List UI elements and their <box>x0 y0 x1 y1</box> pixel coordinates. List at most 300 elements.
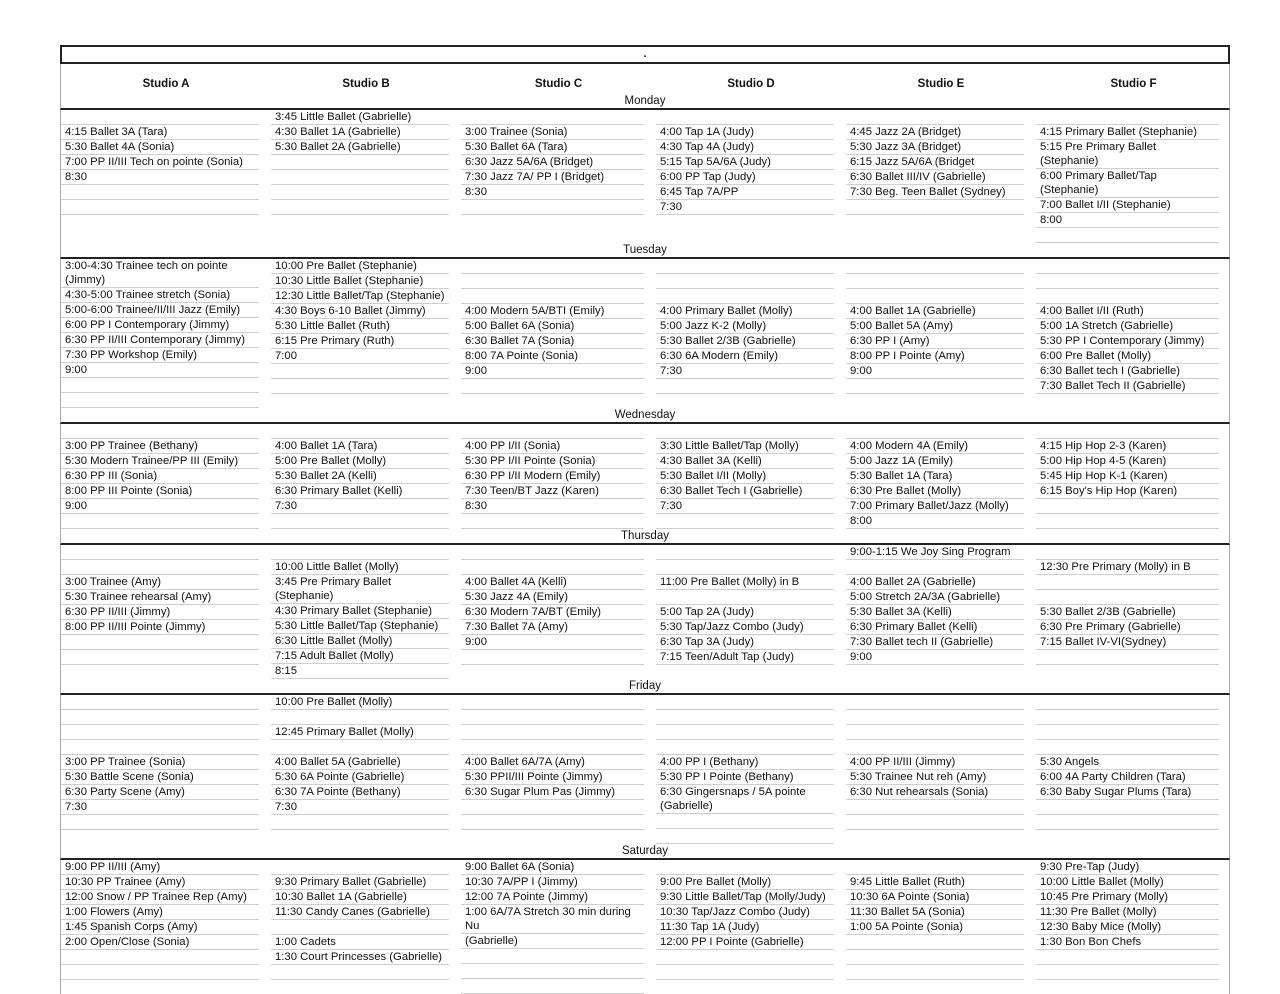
studio-e-column <box>846 259 1036 408</box>
class-cell: 10:30 PP Trainee (Amy) <box>61 875 259 890</box>
class-cell: 3:45 Little Ballet (Gabrielle) <box>271 110 449 125</box>
class-cell <box>656 829 834 844</box>
class-cell: 5:30 Ballet 3A (Kelli) <box>846 605 1024 620</box>
class-cell <box>461 979 644 994</box>
studio-b-column <box>271 424 461 529</box>
class-cell <box>656 379 834 394</box>
day-banner-thursday: Thursday <box>60 529 1230 545</box>
class-cell <box>846 110 1024 125</box>
class-cell <box>61 560 259 575</box>
studio-f-column <box>1036 545 1231 679</box>
class-cell <box>846 560 1024 575</box>
class-cell <box>61 710 259 725</box>
studio-d-column <box>656 110 846 243</box>
class-cell <box>846 424 1024 439</box>
class-cell: 6:00 PP Tap (Judy) <box>656 170 834 185</box>
class-cell: 11:00 Pre Ballet (Molly) in B <box>656 575 834 590</box>
class-cell: 6:15 Jazz 5A/6A (Bridget <box>846 155 1024 170</box>
class-cell <box>656 740 834 755</box>
studio-c-column <box>461 545 656 679</box>
class-cell: 5:15 Tap 5A/6A (Judy) <box>656 155 834 170</box>
class-cell <box>1036 695 1219 710</box>
class-cell <box>461 740 644 755</box>
class-cell: 4:00 Primary Ballet (Molly) <box>656 304 834 319</box>
class-cell: 5:00 Hip Hop 4-5 (Karen) <box>1036 454 1219 469</box>
class-cell: 4:00 Ballet 5A (Gabrielle) <box>271 755 449 770</box>
class-cell: 6:30 Pre Primary (Gabrielle) <box>1036 620 1219 635</box>
class-cell <box>1036 965 1219 980</box>
studio-e-column <box>846 545 1036 679</box>
class-cell: 9:00 <box>61 363 259 378</box>
class-cell <box>61 950 259 965</box>
class-cell: 6:30 Tap 3A (Judy) <box>656 635 834 650</box>
class-cell <box>461 815 644 830</box>
studio-b-header: Studio B <box>342 78 390 90</box>
class-cell: 6:30 7A Pointe (Bethany) <box>271 785 449 800</box>
class-cell: 5:30 Angels <box>1036 755 1219 770</box>
class-cell <box>656 514 834 529</box>
class-cell <box>656 289 834 304</box>
class-cell <box>1036 228 1219 243</box>
studio-d-column <box>656 860 846 994</box>
class-cell <box>656 965 834 980</box>
class-cell <box>846 710 1024 725</box>
studio-header-row <box>60 64 1230 94</box>
studio-a-column <box>61 110 271 243</box>
class-cell: 3:00 PP Trainee (Bethany) <box>61 439 259 454</box>
class-cell: 6:30 Nut rehearsals (Sonia) <box>846 785 1024 800</box>
class-cell <box>846 289 1024 304</box>
class-cell: 1:30 Court Princesses (Gabrielle) <box>271 950 449 965</box>
class-cell: 1:45 Spanish Corps (Amy) <box>61 920 259 935</box>
class-cell <box>461 514 644 529</box>
studio-a-column <box>61 424 271 529</box>
class-cell <box>61 965 259 980</box>
class-cell <box>1036 545 1219 560</box>
class-cell: 5:00 Ballet 6A (Sonia) <box>461 319 644 334</box>
class-cell <box>656 950 834 965</box>
class-cell: 5:00 Jazz K-2 (Molly) <box>656 319 834 334</box>
class-cell: 5:30 6A Pointe (Gabrielle) <box>271 770 449 785</box>
class-cell <box>271 860 449 875</box>
class-cell: 1:00 Flowers (Amy) <box>61 905 259 920</box>
studio-f-column <box>1036 695 1231 844</box>
class-cell <box>461 424 644 439</box>
class-cell: 6:30 Baby Sugar Plums (Tara) <box>1036 785 1219 800</box>
class-cell: 4:30 Tap 4A (Judy) <box>656 140 834 155</box>
day-banner-tuesday: Tuesday <box>60 243 1230 259</box>
class-cell: 4:30-5:00 Trainee stretch (Sonia) <box>61 288 259 303</box>
studio-a-column <box>61 695 271 844</box>
class-cell <box>846 740 1024 755</box>
class-cell: 10:00 Little Ballet (Molly) <box>1036 875 1219 890</box>
class-cell: 7:00 PP II/III Tech on pointe (Sonia) <box>61 155 259 170</box>
class-cell <box>61 514 259 529</box>
class-cell <box>846 274 1024 289</box>
class-cell: 6:30 Ballet III/IV (Gabrielle) <box>846 170 1024 185</box>
studio-f-column <box>1036 860 1231 994</box>
class-cell <box>1036 499 1219 514</box>
class-cell: 4:00 PP I/II (Sonia) <box>461 439 644 454</box>
class-cell: 5:30 Modern Trainee/PP III (Emily) <box>61 454 259 469</box>
day-banner-wednesday: Wednesday <box>60 408 1230 424</box>
studio-e-column <box>846 424 1036 529</box>
class-cell: 6:30 Ballet tech I (Gabrielle) <box>1036 364 1219 379</box>
class-cell: 12:00 7A Pointe (Jimmy) <box>461 890 644 905</box>
class-cell <box>461 695 644 710</box>
class-cell: 5:30 Ballet 2A (Kelli) <box>271 469 449 484</box>
class-cell <box>656 814 834 829</box>
class-cell: 6:30 Primary Ballet (Kelli) <box>846 620 1024 635</box>
class-cell: 10:30 Ballet 1A (Gabrielle) <box>271 890 449 905</box>
class-cell: 6:15 Boy's Hip Hop (Karen) <box>1036 484 1219 499</box>
class-cell: 5:30 Little Ballet (Ruth) <box>271 319 449 334</box>
class-cell <box>846 200 1024 215</box>
day-grid-monday <box>60 110 1230 243</box>
class-cell: 8:00 PP II/III Pointe (Jimmy) <box>61 620 259 635</box>
class-cell <box>1036 274 1219 289</box>
studio-f-header: Studio F <box>1110 78 1157 90</box>
class-cell: 9:00 Ballet 6A (Sonia) <box>461 860 644 875</box>
class-cell <box>656 424 834 439</box>
class-cell: 4:30 Boys 6-10 Ballet (Jimmy) <box>271 304 449 319</box>
class-cell <box>461 259 644 274</box>
class-cell: 5:30 Ballet 6A (Tara) <box>461 140 644 155</box>
class-cell <box>461 289 644 304</box>
studio-a-column <box>61 259 271 408</box>
class-cell: 7:30 Ballet Tech II (Gabrielle) <box>1036 379 1219 394</box>
class-cell <box>461 274 644 289</box>
class-cell: 6:00 PP I Contemporary (Jimmy) <box>61 318 259 333</box>
class-cell: 4:30 Ballet 1A (Gabrielle) <box>271 125 449 140</box>
studio-a-column <box>61 860 271 994</box>
class-cell <box>656 710 834 725</box>
day-banner-saturday: Saturday <box>60 844 1230 860</box>
class-cell: 8:00 7A Pointe (Sonia) <box>461 349 644 364</box>
class-cell <box>846 259 1024 274</box>
class-cell: 10:45 Pre Primary (Molly) <box>1036 890 1219 905</box>
class-cell <box>1036 650 1219 665</box>
studio-c-column <box>461 860 656 994</box>
class-cell: 5:00 Stretch 2A/3A (Gabrielle) <box>846 590 1024 605</box>
studio-c-column <box>461 259 656 408</box>
class-cell: 6:30 Primary Ballet (Kelli) <box>271 484 449 499</box>
class-cell: 6:30 PP II/III (Jimmy) <box>61 605 259 620</box>
class-cell: 6:30 Ballet Tech I (Gabrielle) <box>656 484 834 499</box>
class-cell <box>271 920 449 935</box>
class-cell <box>271 170 449 185</box>
class-cell <box>656 695 834 710</box>
studio-d-column <box>656 424 846 529</box>
class-cell: 5:30 PPII/III Pointe (Jimmy) <box>461 770 644 785</box>
class-cell: 5:00 Tap 2A (Judy) <box>656 605 834 620</box>
class-cell: 4:00 Ballet 2A (Gabrielle) <box>846 575 1024 590</box>
class-cell: 2:00 Open/Close (Sonia) <box>61 935 259 950</box>
class-cell: 7:00 Ballet I/II (Stephanie) <box>1036 198 1219 213</box>
class-cell <box>461 200 644 215</box>
class-cell <box>846 800 1024 815</box>
class-cell <box>846 950 1024 965</box>
class-cell: 4:00 PP II/III (Jimmy) <box>846 755 1024 770</box>
class-cell: 4:00 Tap 1A (Judy) <box>656 125 834 140</box>
studio-c-column <box>461 424 656 529</box>
class-cell <box>61 200 259 215</box>
class-cell <box>61 635 259 650</box>
class-cell: 5:30 PP I Contemporary (Jimmy) <box>1036 334 1219 349</box>
class-cell: 6:30 Gingersnaps / 5A pointe (Gabrielle) <box>656 785 834 814</box>
studio-b-column <box>271 860 461 994</box>
class-cell: 4:45 Jazz 2A (Bridget) <box>846 125 1024 140</box>
class-cell: 6:00 4A Party Children (Tara) <box>1036 770 1219 785</box>
class-cell: 9:00-1:15 We Joy Sing Program <box>846 545 1024 560</box>
class-cell: 7:30 <box>656 364 834 379</box>
class-cell: 5:30 Ballet 2/3B (Gabrielle) <box>656 334 834 349</box>
class-cell <box>1036 950 1219 965</box>
sheet-title: . <box>60 45 1230 64</box>
class-cell <box>656 560 834 575</box>
class-cell <box>271 155 449 170</box>
class-cell: 5:00 Jazz 1A (Emily) <box>846 454 1024 469</box>
class-cell: 6:30 Sugar Plum Pas (Jimmy) <box>461 785 644 800</box>
studio-a-header: Studio A <box>142 78 190 90</box>
class-cell: 10:00 Pre Ballet (Stephanie) <box>271 259 449 274</box>
class-cell: 7:00 Primary Ballet/Jazz (Molly) <box>846 499 1024 514</box>
class-cell: 6:30 PP I (Amy) <box>846 334 1024 349</box>
class-cell <box>1036 710 1219 725</box>
class-cell: 6:30 Modern 7A/BT (Emily) <box>461 605 644 620</box>
class-cell <box>1036 424 1219 439</box>
class-cell: 4:15 Hip Hop 2-3 (Karen) <box>1036 439 1219 454</box>
class-cell: 8:30 <box>461 499 644 514</box>
class-cell <box>656 110 834 125</box>
class-cell: 10:00 Little Ballet (Molly) <box>271 560 449 575</box>
class-cell: 12:00 Snow / PP Trainee Rep (Amy) <box>61 890 259 905</box>
class-cell: 6:45 Tap 7A/PP <box>656 185 834 200</box>
class-cell: 4:00 PP I (Bethany) <box>656 755 834 770</box>
class-cell: 11:30 Ballet 5A (Sonia) <box>846 905 1024 920</box>
studio-e-column <box>846 695 1036 844</box>
class-cell: 7:00 <box>271 349 449 364</box>
class-cell <box>61 393 259 408</box>
class-cell: 11:30 Pre Ballet (Molly) <box>1036 905 1219 920</box>
class-cell: 9:00 <box>846 364 1024 379</box>
class-cell: 12:30 Little Ballet/Tap (Stephanie) <box>271 289 449 304</box>
class-cell: 1:00 6A/7A Stretch 30 min during Nu <box>461 905 644 934</box>
class-cell <box>271 965 449 980</box>
studio-b-column <box>271 110 461 243</box>
class-cell <box>846 965 1024 980</box>
class-cell: 3:45 Pre Primary Ballet (Stephanie) <box>271 575 449 604</box>
class-cell <box>271 740 449 755</box>
class-cell: 10:30 Little Ballet (Stephanie) <box>271 274 449 289</box>
class-cell: 9:00 <box>61 499 259 514</box>
class-cell: 9:00 <box>461 364 644 379</box>
class-cell: 4:30 Primary Ballet (Stephanie) <box>271 604 449 619</box>
class-cell: 10:30 Tap/Jazz Combo (Judy) <box>656 905 834 920</box>
class-cell <box>656 274 834 289</box>
day-banner-monday: Monday <box>60 94 1230 110</box>
class-cell <box>271 710 449 725</box>
day-grid-wednesday <box>60 424 1230 529</box>
class-cell: 7:30 <box>61 800 259 815</box>
class-cell <box>271 185 449 200</box>
studio-e-column <box>846 110 1036 243</box>
class-cell: 4:15 Ballet 3A (Tara) <box>61 125 259 140</box>
class-cell: 8:30 <box>61 170 259 185</box>
class-cell: 3:30 Little Ballet/Tap (Molly) <box>656 439 834 454</box>
studio-c-column <box>461 110 656 243</box>
class-cell: 3:00 PP Trainee (Sonia) <box>61 755 259 770</box>
class-cell: 6:30 Pre Ballet (Molly) <box>846 484 1024 499</box>
class-cell: 7:30 Jazz 7A/ PP I (Bridget) <box>461 170 644 185</box>
class-cell: 10:30 7A/PP I (Jimmy) <box>461 875 644 890</box>
class-cell: 6:30 Jazz 5A/6A (Bridget) <box>461 155 644 170</box>
class-cell: 8:00 <box>846 514 1024 529</box>
class-cell <box>461 560 644 575</box>
class-cell: 9:45 Little Ballet (Ruth) <box>846 875 1024 890</box>
class-cell: 4:00 Ballet 1A (Tara) <box>271 439 449 454</box>
class-cell: 11:30 Candy Canes (Gabrielle) <box>271 905 449 920</box>
class-cell: 5:45 Hip Hop K-1 (Karen) <box>1036 469 1219 484</box>
class-cell: 11:30 Tap 1A (Judy) <box>656 920 834 935</box>
class-cell: 5:30 Little Ballet/Tap (Stephanie) <box>271 619 449 634</box>
class-cell: 9:00 <box>846 650 1024 665</box>
class-cell: 6:30 PP III (Sonia) <box>61 469 259 484</box>
class-cell: 9:30 Pre-Tap (Judy) <box>1036 860 1219 875</box>
class-cell: 7:15 Ballet IV-VI(Sydney) <box>1036 635 1219 650</box>
day-grid-tuesday <box>60 259 1230 408</box>
class-cell: 5:30 Battle Scene (Sonia) <box>61 770 259 785</box>
studio-d-header: Studio D <box>727 78 775 90</box>
class-cell <box>61 424 259 439</box>
studio-a-column <box>61 545 271 679</box>
class-cell: 8:15 <box>271 664 449 679</box>
class-cell <box>61 545 259 560</box>
studio-f-column <box>1036 110 1231 243</box>
class-cell: 5:30 Trainee rehearsal (Amy) <box>61 590 259 605</box>
class-cell: 9:30 Primary Ballet (Gabrielle) <box>271 875 449 890</box>
class-cell: 4:15 Primary Ballet (Stephanie) <box>1036 125 1219 140</box>
class-cell <box>846 815 1024 830</box>
class-cell: 5:00-6:00 Trainee/II/III Jazz (Emily) <box>61 303 259 318</box>
class-cell: 5:00 Pre Ballet (Molly) <box>271 454 449 469</box>
class-cell: 7:30 Beg. Teen Ballet (Sydney) <box>846 185 1024 200</box>
class-cell: 7:30 <box>656 499 834 514</box>
class-cell: 12:30 Baby Mice (Molly) <box>1036 920 1219 935</box>
studio-b-column <box>271 545 461 679</box>
class-cell <box>656 725 834 740</box>
studio-c-header: Studio C <box>534 78 583 90</box>
studio-b-column <box>271 695 461 844</box>
class-cell <box>271 545 449 560</box>
studio-c-column <box>461 695 656 844</box>
class-cell: 9:00 PP II/III (Amy) <box>61 860 259 875</box>
class-cell: 4:00 Ballet 4A (Kelli) <box>461 575 644 590</box>
class-cell <box>656 259 834 274</box>
class-cell <box>1036 289 1219 304</box>
class-cell <box>846 935 1024 950</box>
class-cell: 5:30 Ballet 2/3B (Gabrielle) <box>1036 605 1219 620</box>
class-cell: 4:00 Ballet 6A/7A (Amy) <box>461 755 644 770</box>
class-cell: 5:30 Ballet 2A (Gabrielle) <box>271 140 449 155</box>
class-cell: 4:00 Ballet I/II (Ruth) <box>1036 304 1219 319</box>
class-cell <box>846 725 1024 740</box>
class-cell <box>61 740 259 755</box>
class-cell: 5:30 Trainee Nut reh (Amy) <box>846 770 1024 785</box>
studio-e-header: Studio E <box>917 78 965 90</box>
class-cell: 7:30 Ballet tech II (Gabrielle) <box>846 635 1024 650</box>
class-cell: 7:30 PP Workshop (Emily) <box>61 348 259 363</box>
class-cell: 7:30 Ballet 7A (Amy) <box>461 620 644 635</box>
studio-f-column <box>1036 424 1231 529</box>
class-cell: 6:30 Ballet 7A (Sonia) <box>461 334 644 349</box>
class-cell <box>271 514 449 529</box>
class-cell <box>61 110 259 125</box>
class-cell <box>461 379 644 394</box>
class-cell <box>846 860 1024 875</box>
class-cell: 8:30 <box>461 185 644 200</box>
class-cell: 4:00 Modern 4A (Emily) <box>846 439 1024 454</box>
class-cell: 7:30 <box>271 499 449 514</box>
class-cell: 12:30 Pre Primary (Molly) in B <box>1036 560 1219 575</box>
class-cell: 6:15 Pre Primary (Ruth) <box>271 334 449 349</box>
class-cell <box>1036 110 1219 125</box>
class-cell: 5:00 Ballet 5A (Amy) <box>846 319 1024 334</box>
class-cell: 5:30 PP I Pointe (Bethany) <box>656 770 834 785</box>
class-cell <box>271 364 449 379</box>
schedule-sheet <box>60 45 1230 994</box>
class-cell: 5:30 Ballet I/II (Molly) <box>656 469 834 484</box>
class-cell <box>461 964 644 979</box>
studio-f-column <box>1036 259 1231 408</box>
class-cell <box>1036 815 1219 830</box>
class-cell: 6:30 PP I/II Modern (Emily) <box>461 469 644 484</box>
class-cell: 5:30 Tap/Jazz Combo (Judy) <box>656 620 834 635</box>
class-cell <box>1036 575 1219 590</box>
class-cell <box>61 185 259 200</box>
class-cell <box>461 725 644 740</box>
class-cell <box>656 590 834 605</box>
day-sections <box>60 94 1230 994</box>
class-cell: 12:45 Primary Ballet (Molly) <box>271 725 449 740</box>
class-cell <box>461 545 644 560</box>
class-cell: 7:30 <box>271 800 449 815</box>
class-cell <box>271 200 449 215</box>
class-cell: 6:30 6A Modern (Emily) <box>656 349 834 364</box>
class-cell: 1:00 Cadets <box>271 935 449 950</box>
class-cell: 5:00 1A Stretch (Gabrielle) <box>1036 319 1219 334</box>
class-cell <box>1036 514 1219 529</box>
class-cell: 3:00 Trainee (Amy) <box>61 575 259 590</box>
class-cell: 10:00 Pre Ballet (Molly) <box>271 695 449 710</box>
class-cell: (Gabrielle) <box>461 934 644 949</box>
class-cell: 5:30 Ballet 1A (Tara) <box>846 469 1024 484</box>
class-cell: 10:30 6A Pointe (Sonia) <box>846 890 1024 905</box>
class-cell: 5:30 Ballet 4A (Sonia) <box>61 140 259 155</box>
class-cell <box>656 860 834 875</box>
class-cell <box>271 424 449 439</box>
class-cell <box>1036 259 1219 274</box>
class-cell <box>1036 800 1219 815</box>
class-cell: 3:00 Trainee (Sonia) <box>461 125 644 140</box>
class-cell: 6:00 Primary Ballet/Tap (Stephanie) <box>1036 169 1219 198</box>
class-cell: 4:30 Ballet 3A (Kelli) <box>656 454 834 469</box>
class-cell <box>846 695 1024 710</box>
studio-b-column <box>271 259 461 408</box>
class-cell <box>61 725 259 740</box>
class-cell: 5:30 Jazz 4A (Emily) <box>461 590 644 605</box>
class-cell: 1:30 Bon Bon Chefs <box>1036 935 1219 950</box>
